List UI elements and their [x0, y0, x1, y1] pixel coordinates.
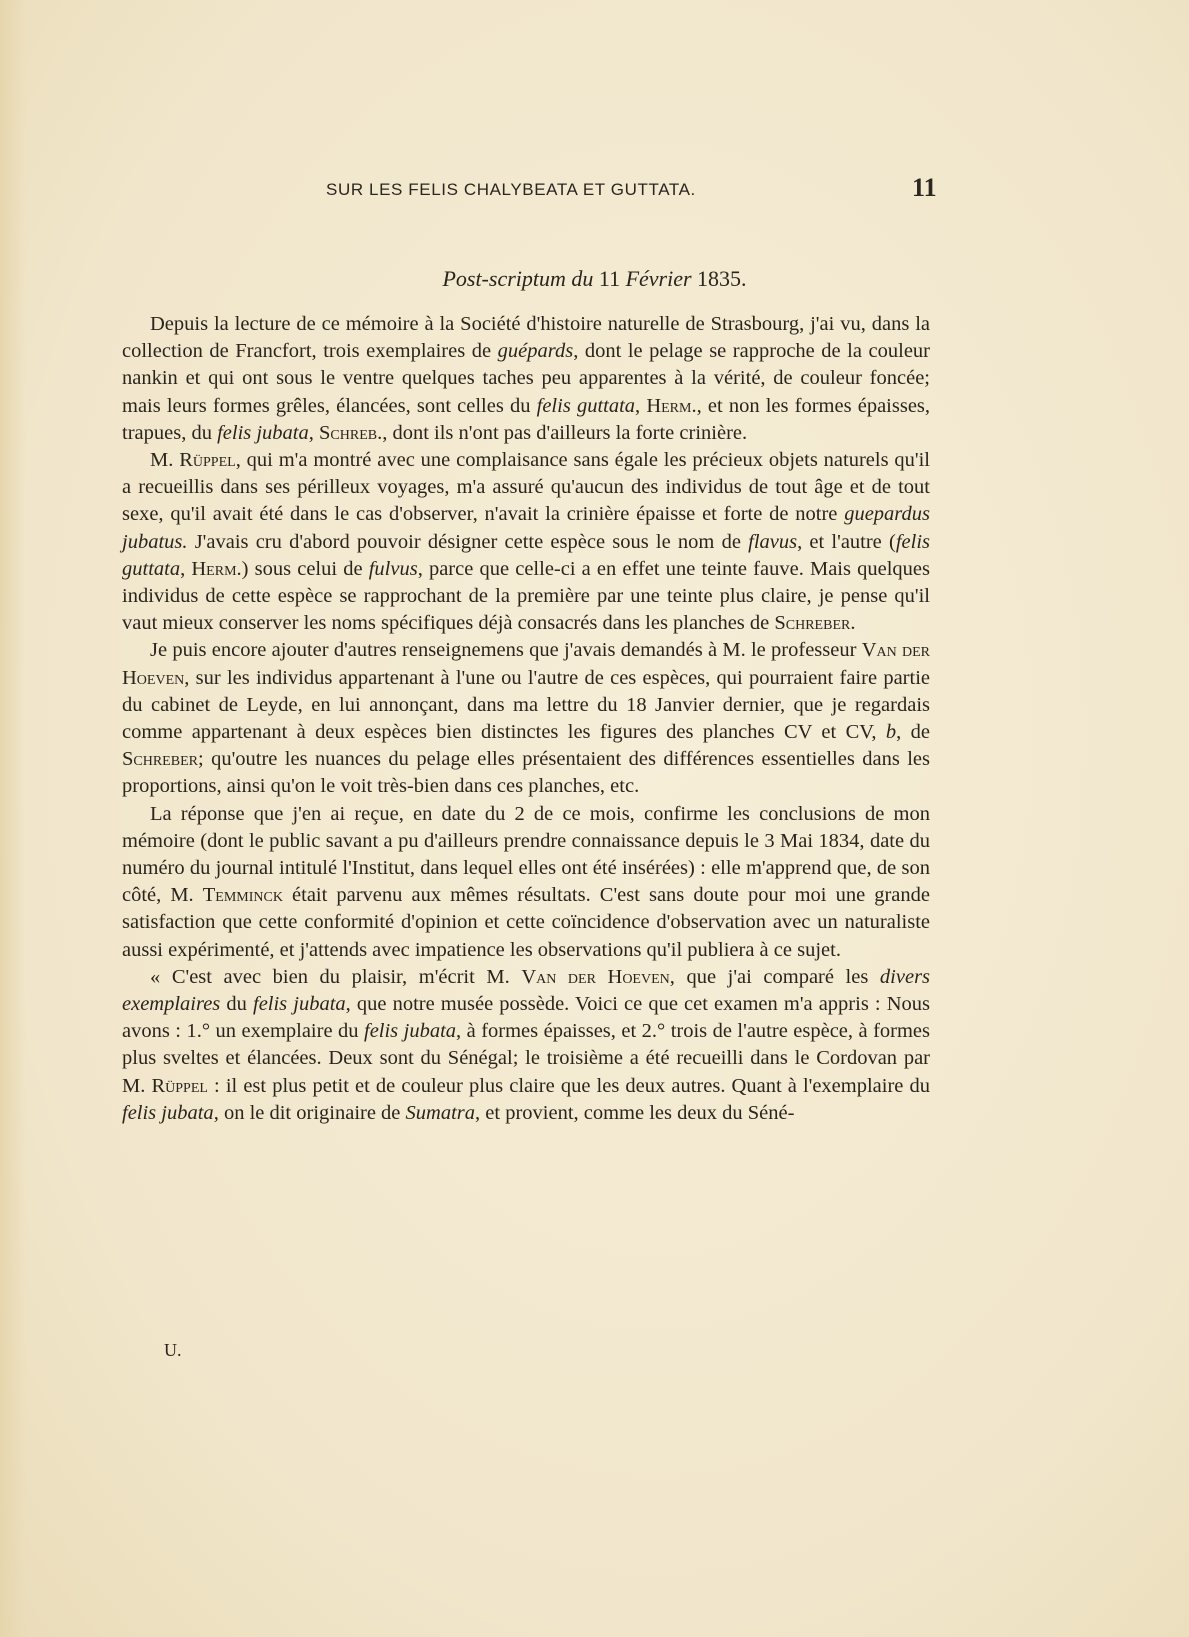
postscript-month: Février: [625, 266, 692, 291]
quoted-letter: [122, 964, 930, 1127]
text-run: , on le dit originaire de: [213, 1101, 406, 1124]
small-caps-name: Temminck: [202, 884, 283, 907]
postscript-label: Post-scriptum du: [442, 266, 594, 291]
italic-term: guepardus jubatus.: [122, 503, 930, 553]
text-run: ,: [180, 557, 192, 580]
text-run: : il est plus petit et de couleur plus claire que les deux autres. Quant à l'exemplaire du: [207, 1074, 930, 1097]
small-caps-name: Herm.: [646, 394, 697, 417]
text-run: , que notre musée possède. Voici ce que cet examen m'a appris : Nous avons : 1.° un exemplaire du: [122, 993, 930, 1043]
signature-mark: U.: [164, 1340, 182, 1360]
small-caps-name: Schreber: [774, 612, 851, 635]
text-run: J'avais cru d'abord pouvoir désigner cette espèce sous le nom de: [187, 530, 749, 553]
text-run: , et provient, comme les deux du Séné-: [475, 1101, 795, 1124]
italic-term: felis jubata: [253, 993, 346, 1016]
small-caps-name: Rüppel: [151, 1074, 208, 1097]
small-caps-name: Schreb.: [319, 421, 383, 444]
text-run: , et l'autre (: [797, 530, 896, 553]
postscript-day: 11: [598, 266, 621, 291]
italic-term: divers exemplaires: [122, 965, 931, 1016]
italic-term: b: [885, 721, 897, 744]
italic-term: felis jubata: [122, 1101, 214, 1124]
running-title: SUR LES FELIS CHALYBEATA ET GUTTATA.: [326, 180, 696, 199]
page-edge-shadow: [0, 0, 26, 1637]
text-run: Depuis la lecture de ce mémoire à la Société d'histoire naturelle de Strasbourg, j'ai vu, dans la collection de Francfort, trois exemplaires de: [122, 313, 930, 363]
paragraph: [122, 637, 930, 800]
page-number: 11: [912, 173, 937, 202]
text-run: ,: [308, 421, 320, 444]
text-run: , qui m'a montré avec une complaisance sans égale les précieux objets naturels qu'il a recueillis dans ses périlleux voyages, m'a assuré qu'aucun des individus de tout âge et de tout sexe, qu'il avait été dans le cas d'observer, n'avait la crinière épaisse et forte de notre: [122, 449, 930, 526]
text-run: , parce que celle-ci a en effet une teinte fauve. Mais quelques individus de cette espèce se rapprochant de la première par une teinte plus claire, je pense qu'il vaut mieux conserver les noms spécifiques déjà consacrés dans les planches de: [122, 557, 930, 635]
paragraph: [122, 311, 930, 447]
text-run: Je puis encore ajouter d'autres renseignemens que j'avais demandés à M. le professeur: [150, 639, 862, 662]
small-caps-name: Herm.: [191, 557, 242, 580]
italic-term: felis jubata: [217, 421, 309, 444]
small-caps-name: Van der Hoeven: [521, 965, 670, 988]
text-run: , de: [896, 721, 930, 744]
text-run: La réponse que j'en ai reçue, en date du 2 de ce mois, confirme les conclusions de mon mémoire (dont le public savant a pu d'ailleurs prendre connaissance depuis le 3 Mai 1834, date du numéro du journal intitulé l'Institut, dans lequel elles ont été insérées) : elle m'apprend que, de son côté, M.: [122, 802, 930, 907]
small-caps-name: Schreber: [122, 748, 198, 771]
text-run: ; qu'outre les nuances du pelage elles présentaient des différences essentielles dans les proportions, ainsi qu'on le voit très-bien dans ces planches, etc.: [122, 748, 930, 798]
text-run: , sur les individus appartenant à l'une ou l'autre de ces espèces, qui pourraient faire partie du cabinet de Leyde, en lui annonçant, dans ma lettre du 18 Janvier dernier, que je regardais comme appartenant à deux espèces bien distinctes les figures des planches CV et CV,: [122, 666, 930, 744]
text-run: , à formes épaisses, et 2.° trois de l'autre espèce, à formes plus sveltes et élancées. Deux sont du Sénégal; le troisième a été recueilli dans le Cordovan par M.: [122, 1020, 930, 1097]
text-run: , dont ils n'ont pas d'ailleurs la forte crinière.: [382, 421, 748, 444]
text-run: M.: [150, 449, 180, 472]
italic-term: flavus: [748, 530, 798, 553]
italic-term: felis jubata: [364, 1020, 457, 1043]
italic-term: felis guttata: [536, 394, 636, 417]
postscript-year: 1835.: [697, 266, 747, 291]
italic-term: felis guttata: [122, 530, 930, 580]
small-caps-name: Rüppel: [179, 449, 236, 472]
italic-term: guépards: [497, 340, 574, 363]
text-run: du: [220, 993, 253, 1016]
text-run: « C'est avec bien du plaisir, m'écrit M.: [150, 965, 522, 988]
paragraph: [122, 447, 930, 637]
text-run: était parvenu aux mêmes résultats. C'est sans doute pour moi une grande satisfaction que cette conformité d'opinion et cette coïncidence d'observation avec un naturaliste aussi expérimenté, et j'attends avec impatience les observations qu'il publiera à ce sujet.: [122, 884, 931, 961]
body-text: [122, 311, 930, 1127]
text-run: , dont le pelage se rapproche de la couleur nankin et qui ont sous le ventre quelques taches peu apparentes à la vérité, de couleur foncée; mais leurs formes grêles, élancées, sont celles du: [122, 340, 930, 417]
italic-term: Sumatra: [405, 1101, 476, 1124]
small-caps-name: Van der Hoeven: [122, 639, 930, 689]
text-run: ,: [635, 394, 647, 417]
text-run: .: [850, 612, 856, 635]
italic-term: fulvus: [368, 557, 418, 580]
text-run: ) sous celui de: [241, 557, 369, 580]
postscript-title: [0, 266, 1189, 292]
text-run: , que j'ai comparé les: [669, 965, 880, 988]
text-run: , et non les formes épaisses, trapues, du: [122, 394, 931, 444]
paragraph: [122, 801, 930, 964]
